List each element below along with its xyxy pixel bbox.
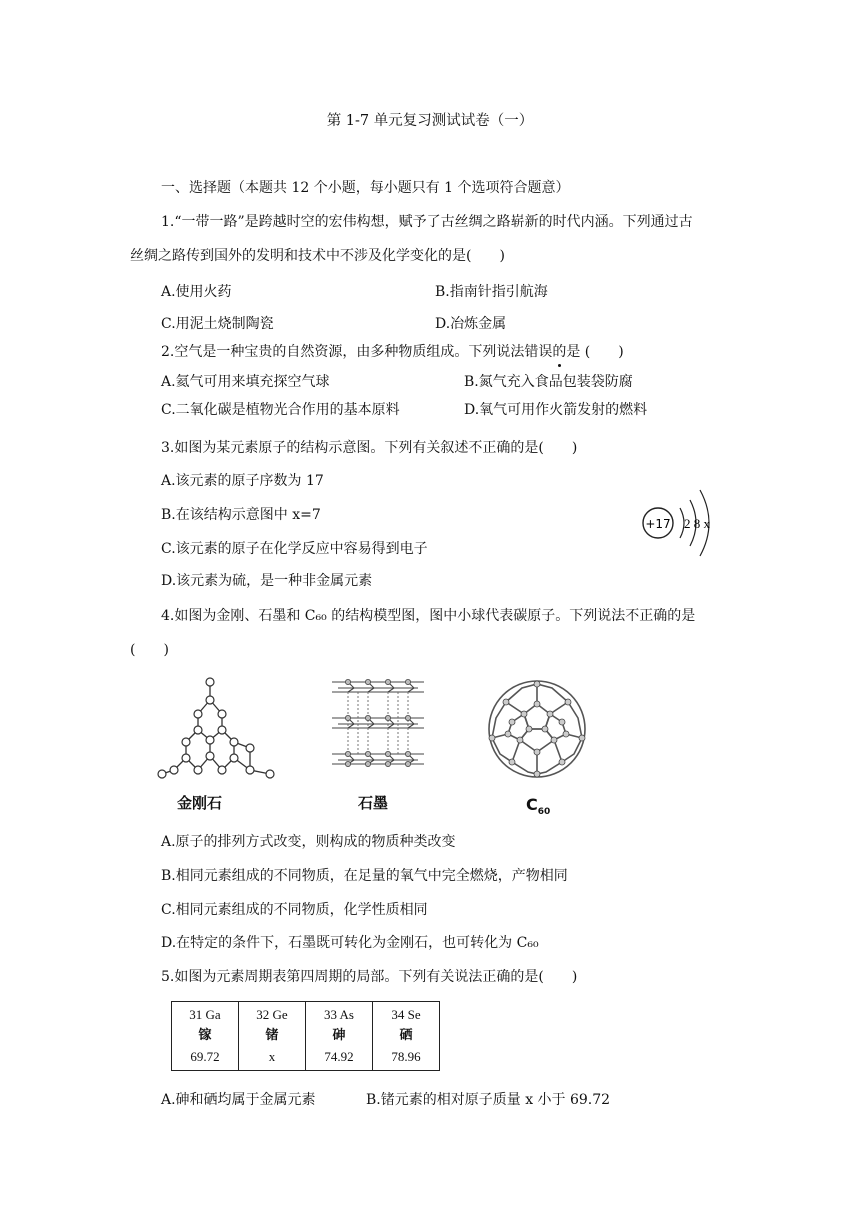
q1-option-c: C.用泥土烧制陶瓷 — [161, 316, 274, 332]
element-cell-ga — [172, 1002, 239, 1071]
diamond-label: 金刚石 — [177, 794, 223, 812]
element-symbol: 32 Ge — [256, 1007, 288, 1022]
c60-label: $C_{60}$ — [526, 795, 551, 818]
element-mass: x — [268, 1049, 276, 1064]
q4-option-c: C.相同元素组成的不同物质，化学性质相同 — [161, 902, 428, 918]
element-cell-ge — [239, 1002, 306, 1071]
c60-structure-figure — [482, 674, 592, 784]
q5-stem: 5.如图为元素周期表第四周期的局部。下列有关说法正确的是( ) — [161, 969, 578, 985]
q5-option-a: A.砷和硒均属于金属元素 — [161, 1092, 316, 1108]
q4-stem-line2: ( ) — [130, 642, 169, 658]
element-mass: 78.96 — [391, 1049, 421, 1064]
q2-option-a: A.氦气可用来填充探空气球 — [161, 374, 330, 390]
q2-option-d: D.氧气可用作火箭发射的燃料 — [464, 402, 648, 418]
element-symbol: 33 As — [324, 1007, 354, 1022]
graphite-label: 石墨 — [358, 794, 389, 812]
q3-option-d: D.该元素为硫，是一种非金属元素 — [161, 573, 373, 589]
q1-option-a: A.使用火药 — [161, 284, 232, 300]
q2-option-b: B.氮气充入食品包装袋防腐 — [464, 374, 633, 390]
emphasis-dot — [558, 364, 561, 367]
element-name: 硒 — [399, 1028, 413, 1043]
element-mass: 74.92 — [324, 1049, 354, 1064]
q3-option-c: C.该元素的原子在化学反应中容易得到电子 — [161, 541, 428, 557]
q1-stem-line2: 丝绸之路传到国外的发明和技术中不涉及化学变化的是( ) — [130, 248, 505, 264]
element-mass: 69.72 — [190, 1049, 220, 1064]
element-cell-se — [373, 1002, 440, 1071]
q4-option-d: D.在特定的条件下，石墨既可转化为金刚石，也可转化为 C₆₀ — [161, 935, 539, 951]
element-symbol: 31 Ga — [189, 1007, 221, 1022]
diamond-structure-figure — [158, 674, 278, 784]
q4-option-b: B.相同元素组成的不同物质，在足量的氧气中完全燃烧，产物相同 — [161, 868, 568, 884]
graphite-structure-figure — [328, 674, 428, 784]
element-name: 锗 — [265, 1028, 279, 1043]
shell-electrons: 2 8 x — [684, 516, 710, 531]
q1-option-b: B.指南针指引航海 — [435, 284, 548, 300]
q3-stem: 3.如图为某元素原子的结构示意图。下列有关叙述不正确的是( ) — [161, 440, 578, 456]
section-heading: 一、选择题（本题共 12 个小题，每小题只有 1 个选项符合题意） — [161, 180, 570, 196]
q3-option-a: A.该元素的原子序数为 17 — [161, 473, 324, 489]
q3-option-b: B.在该结构示意图中 x=7 — [161, 507, 321, 523]
periodic-table-fragment — [171, 1001, 440, 1071]
nucleus-label: +17 — [645, 517, 671, 531]
element-cell-as — [306, 1002, 373, 1071]
atom-structure-diagram — [638, 478, 728, 568]
q2-option-c: C.二氧化碳是植物光合作用的基本原料 — [161, 402, 400, 418]
element-symbol: 34 Se — [391, 1007, 421, 1022]
element-name: 砷 — [332, 1028, 346, 1043]
q4-stem-line1: 4.如图为金刚、石墨和 C₆₀ 的结构模型图，图中小球代表碳原子。下列说法不正确的是 — [161, 608, 696, 624]
q2-stem: 2.空气是一种宝贵的自然资源，由多种物质组成。下列说法错误的是 ( ) — [161, 344, 624, 360]
q5-option-b: B.锗元素的相对原子质量 x 小于 69.72 — [366, 1092, 611, 1108]
q4-option-a: A.原子的排列方式改变，则构成的物质种类改变 — [161, 834, 456, 850]
q1-stem-line1: 1.“一带一路”是跨越时空的宏伟构想，赋予了古丝绸之路崭新的时代内涵。下列通过古 — [161, 214, 693, 230]
q1-option-d: D.冶炼金属 — [435, 316, 507, 332]
page-title: 第 1-7 单元复习测试试卷（一） — [326, 113, 534, 129]
element-name: 镓 — [198, 1028, 212, 1043]
